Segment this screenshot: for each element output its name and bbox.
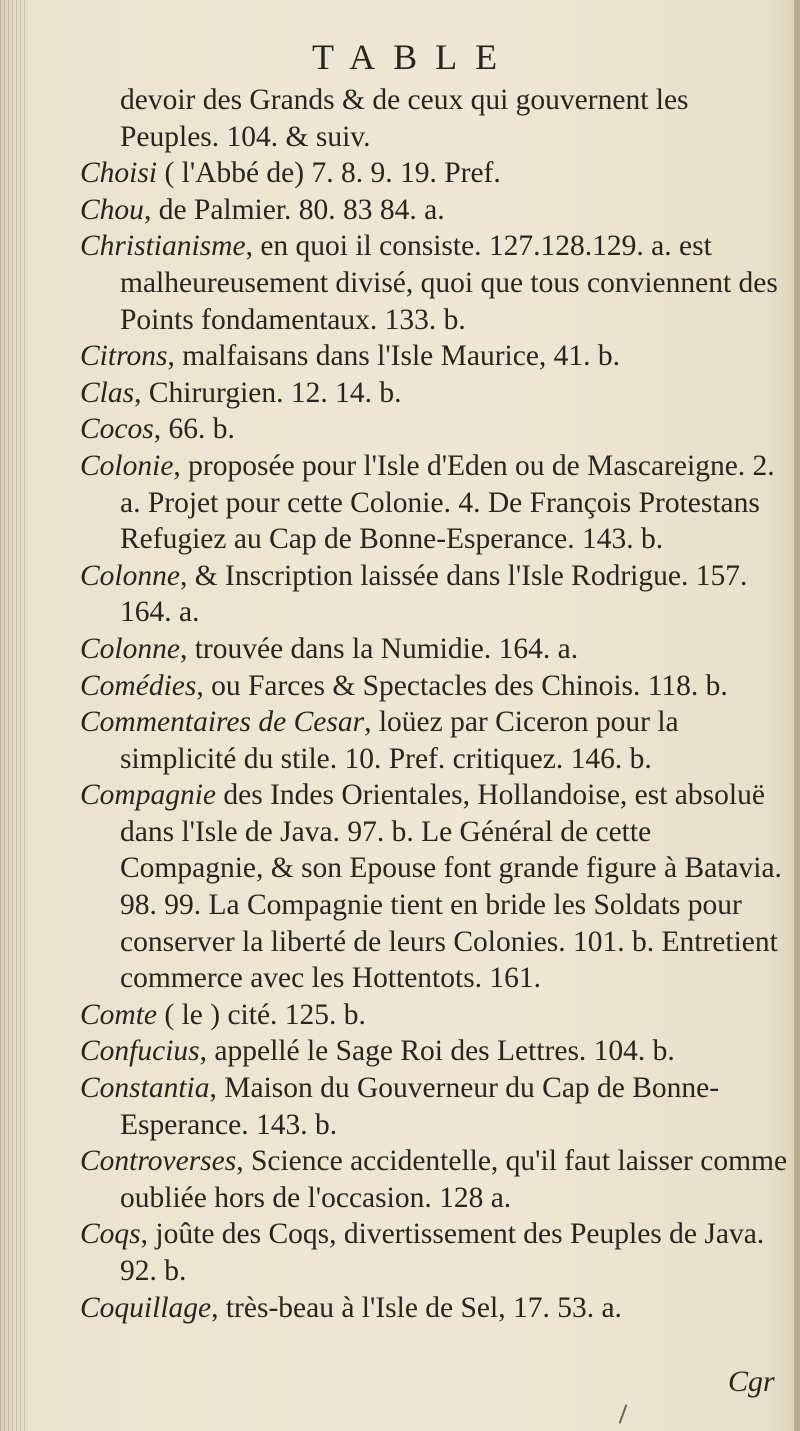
index-headword: Colonne	[80, 632, 180, 665]
index-entry-text: ( le ) cité. 125. b.	[157, 998, 366, 1031]
index-headword: Colonie	[80, 449, 174, 482]
index-entry	[80, 228, 792, 338]
index-entry	[80, 155, 792, 192]
index-entry	[80, 82, 792, 155]
index-entry-text: , proposée pour l'Isle d'Eden ou de Mascareigne. 2. a. Projet pour cette Colonie. 4. De François Protestans Refugiez au Cap de Bonne-Esperance. 143. b.	[120, 449, 775, 556]
index-entry-text: , ou Farces & Spectacles des Chinois. 118. b.	[196, 669, 728, 702]
index-entry	[80, 631, 792, 668]
index-entry-text: , malfaisans dans l'Isle Maurice, 41. b.	[167, 340, 621, 373]
index-headword: Coqs	[80, 1218, 141, 1251]
index-headword: Colonne	[80, 559, 180, 592]
index-entry	[80, 558, 792, 631]
index-entry	[80, 777, 792, 997]
index-entry-text: , 66. b.	[153, 413, 235, 446]
index-entry-text: , & Inscription laissée dans l'Isle Rodrigue. 157. 164. a.	[120, 559, 748, 629]
index-entry	[80, 448, 792, 558]
page-gutter-edge	[0, 0, 26, 1431]
index-entry	[80, 1216, 792, 1289]
index-entry	[80, 1290, 792, 1327]
index-entry-text: , Chirurgien. 12. 14. b.	[134, 376, 402, 409]
index-headword: Choisi	[80, 157, 158, 190]
index-headword: Chou	[80, 193, 144, 226]
index-entry-text: , trouvée dans la Numidie. 164. a.	[179, 632, 579, 665]
index-headword: Comédies	[80, 669, 197, 702]
index-entry-text: , de Palmier. 80. 83 84. a.	[143, 193, 445, 226]
index-entry-text: des Indes Orientales, Hollandoise, est absoluë dans l'Isle de Java. 97. b. Le Général de cette Compagnie, & son Epouse font grande figure à Batavia. 98. 99. La Compagnie tient en bride les Soldats pour conserver la liberté de leurs Colonies. 101. b. Entretient commerce avec les Hottentots. 161.	[120, 779, 782, 995]
index-headword: Cocos	[80, 413, 154, 446]
index-entry	[80, 1033, 792, 1070]
index-entry-text: ( l'Abbé de) 7. 8. 9. 19. Pref.	[157, 157, 501, 190]
index-headword: Citrons	[80, 340, 168, 373]
index-entry-text: , Maison du Gouverneur du Cap de Bonne-Esperance. 143. b.	[120, 1072, 720, 1141]
index-entry	[80, 668, 792, 705]
index-entry	[80, 375, 792, 412]
index-headword: Compagnie	[80, 779, 217, 812]
index-entry	[80, 192, 792, 229]
index-entry	[80, 1070, 792, 1143]
index-entry-text: devoir des Grands & de ceux qui gouvernent les Peuples. 104. & suiv.	[120, 84, 689, 153]
index-entry	[80, 704, 792, 777]
index-entry-text: , appellé le Sage Roi des Lettres. 104. b.	[199, 1035, 675, 1068]
index-entry-text: , loüez par Ciceron pour la simplicité du stile. 10. Pref. critiquez. 146. b.	[120, 706, 679, 775]
index-headword: Controverses	[80, 1145, 237, 1178]
index-headword: Commentaires de Cesar	[80, 706, 365, 739]
index-entry-text: , Science accidentelle, qu'il faut laisser comme oubliée hors de l'occasion. 128 a.	[120, 1145, 788, 1214]
index-entry	[80, 411, 792, 448]
index-entry	[80, 338, 792, 375]
catchword: Cgr	[728, 1365, 775, 1398]
index-entry	[80, 997, 792, 1034]
index-entries	[80, 82, 792, 1326]
index-entry-text: , en quoi il consiste. 127.128.129. a. est malheureusement divisé, quoi que tous conviennent des Points fondamentaux. 133. b.	[120, 230, 778, 336]
index-headword: Clas	[80, 376, 135, 409]
running-head: TABLE	[312, 37, 516, 77]
index-entry-text: , joûte des Coqs, divertissement des Peuples de Java. 92. b.	[120, 1218, 765, 1287]
index-entry-text: , très-beau à l'Isle de Sel, 17. 53. a.	[211, 1291, 622, 1324]
printer-mark	[619, 1404, 628, 1423]
index-headword: Christianisme	[80, 230, 246, 263]
index-headword: Confucius	[80, 1035, 200, 1068]
index-headword: Constantia	[80, 1072, 210, 1105]
page-right-edge	[794, 0, 800, 1431]
index-headword: Comte	[80, 998, 158, 1031]
index-headword: Coquillage	[80, 1291, 212, 1324]
index-entry	[80, 1143, 792, 1216]
